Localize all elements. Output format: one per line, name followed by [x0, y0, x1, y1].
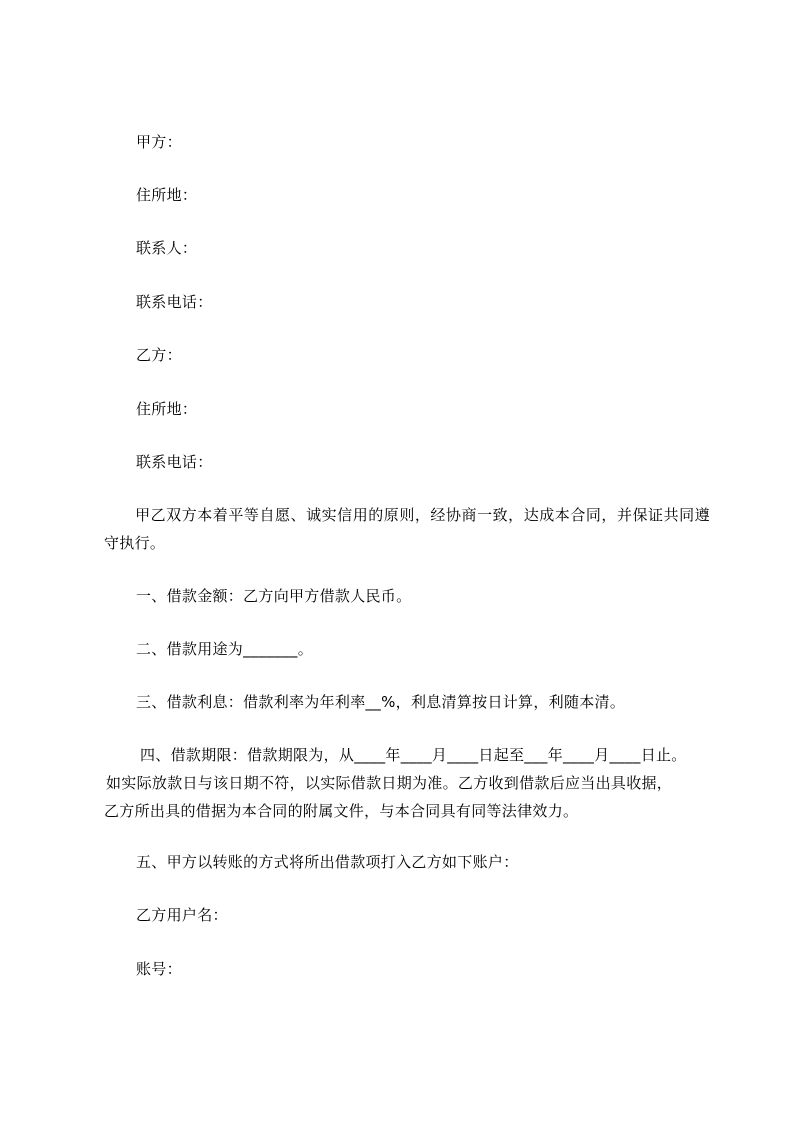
clause-3: 三、借款利息：借款利率为年利率__%，利息清算按日计算，利随本清。	[136, 693, 626, 711]
party-a-address: 住所地：	[136, 186, 198, 204]
clause-4-line-3: 乙方所出具的借据为本合同的附属文件，与本合同具有同等法律效力。	[104, 802, 579, 820]
party-b-address: 住所地：	[136, 400, 198, 418]
clause-2: 二、借款用途为_______。	[136, 640, 314, 658]
party-a-contact: 联系人：	[136, 239, 198, 257]
clause-1: 一、借款金额：乙方向甲方借款人民币。	[136, 587, 412, 605]
clause-4-line-1: 四、借款期限：借款期限为，从____年____月____日起至___年____月____日止。	[140, 746, 687, 764]
party-a-label: 甲方：	[136, 133, 182, 151]
party-b-phone: 联系电话：	[136, 453, 213, 471]
preamble-paragraph: 甲乙双方本着平等自愿、诚实信用的原则，经协商一致，达成本合同，并保证共同遵守执行。	[104, 506, 710, 552]
account-number-label: 账号：	[136, 960, 182, 978]
account-name-label: 乙方用户名：	[136, 906, 228, 924]
clause-4-line-2: 如实际放款日与该日期不符，以实际借款日期为准。乙方收到借款后应当出具收据，	[106, 774, 673, 792]
party-b-label: 乙方：	[136, 346, 182, 364]
party-a-phone: 联系电话：	[136, 293, 213, 311]
clause-5: 五、甲方以转账的方式将所出借款项打入乙方如下账户：	[136, 853, 519, 871]
